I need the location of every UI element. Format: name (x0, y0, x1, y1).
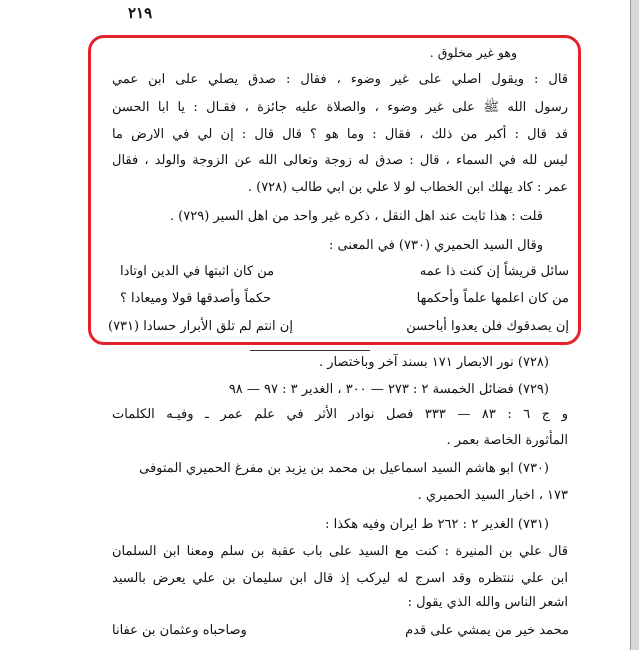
page-number: ٢١٩ (128, 4, 153, 22)
verse-left-hemistich: من كان اثبتها في الدين اوتادا (120, 264, 275, 279)
verse-right-hemistich: إن يصدقوك فلن يعدوا أباحسن (406, 319, 569, 334)
footnote-line: قال علي بن المنيرة : كنت مع السيد على باب عقبة بن سلم ومعنا ابن السلمان (112, 544, 568, 559)
verse-left-hemistich: وصاحباه وعثمان بن عفانا (112, 623, 247, 638)
verse-right-hemistich: من كان اعلمها علماً وأحكمها (416, 291, 569, 306)
paragraph-line: قد قال : أكبر من ذلك ، فقال : وما هو ؟ قال قال : إن لي في الارض ما (112, 127, 568, 142)
verse-left-hemistich: إن انتم لم تلق الأبرار حسادا (٧٣١) (108, 319, 293, 334)
footnote-line: ١٧٣ ، اخبار السيد الحميري . (417, 488, 568, 503)
paragraph-line: قال : ويقول اصلي على غير وضوء ، فقال : صدق يصلي على ابن عمي (112, 72, 568, 87)
footnote-line: المأثورة الخاصة بعمر . (446, 433, 568, 448)
footnote-line: و ج ٦ : ٨٣ — ٣٣٣ فصل نوادر الأثر في علم عمر ـ وفيـه الكلمات (112, 407, 569, 422)
paragraph-line: رسول الله ﷺ على غير وضوء ، والصلاة عليه جائزة ، فقـال : يا ابا الحسن (112, 100, 568, 115)
note-line: قلت : هذا ثابت عند اهل النقل ، ذكره غير واحد من اهل السير (٧٢٩) . (169, 209, 543, 224)
note-line: وقال السيد الحميري (٧٣٠) في المعنى : (328, 238, 543, 253)
intro-line: وهو غير مخلوق . (429, 45, 517, 60)
paragraph-line: عمر : كاد يهلك ابن الخطاب لو لا علي بن ابي طالب (٧٢٨) . (247, 180, 568, 195)
footnote-line: (٧٢٩) فضائل الخمسة ٢ : ٢٧٣ — ٣٠٠ ، الغدير ٣ : ٩٧ — ٩٨ (228, 382, 549, 397)
footnote-separator (250, 350, 370, 351)
paragraph-line: ليس لله في السماء ، قال : صدق له زوجة وتعالى الله عن الزوجة والولد ، فقال (112, 153, 568, 168)
footnote-line: اشعر الناس والله الذي يقول : (407, 595, 568, 610)
page-edge-scrollbar (630, 0, 639, 650)
verse-right-hemistich: محمد خير من يمشي على قدم (405, 623, 569, 638)
footnote-line: (٧٣٠) ابو هاشم السيد اسماعيل بن محمد بن يزيد بن مفرغ الحميري المتوفى (139, 461, 549, 476)
verse-right-hemistich: سائل قريشاً إن كنت ذا عمه (419, 264, 569, 279)
footnote-line: (٧٢٨) نور الابصار ١٧١ بسند آخر وباختصار . (318, 355, 549, 370)
verse-left-hemistich: حكماً وأصدقها قولا وميعادا ؟ (120, 291, 272, 306)
footnote-line: ابن علي ننتظره وقد اسرج له ليركب إذ قال ابن سليمان بن علي يعرض بالسيد (112, 571, 568, 586)
footnote-line: (٧٣١) الغدير ٢ : ٢٦٢ ط ايران وفيه هكذا : (325, 517, 549, 532)
